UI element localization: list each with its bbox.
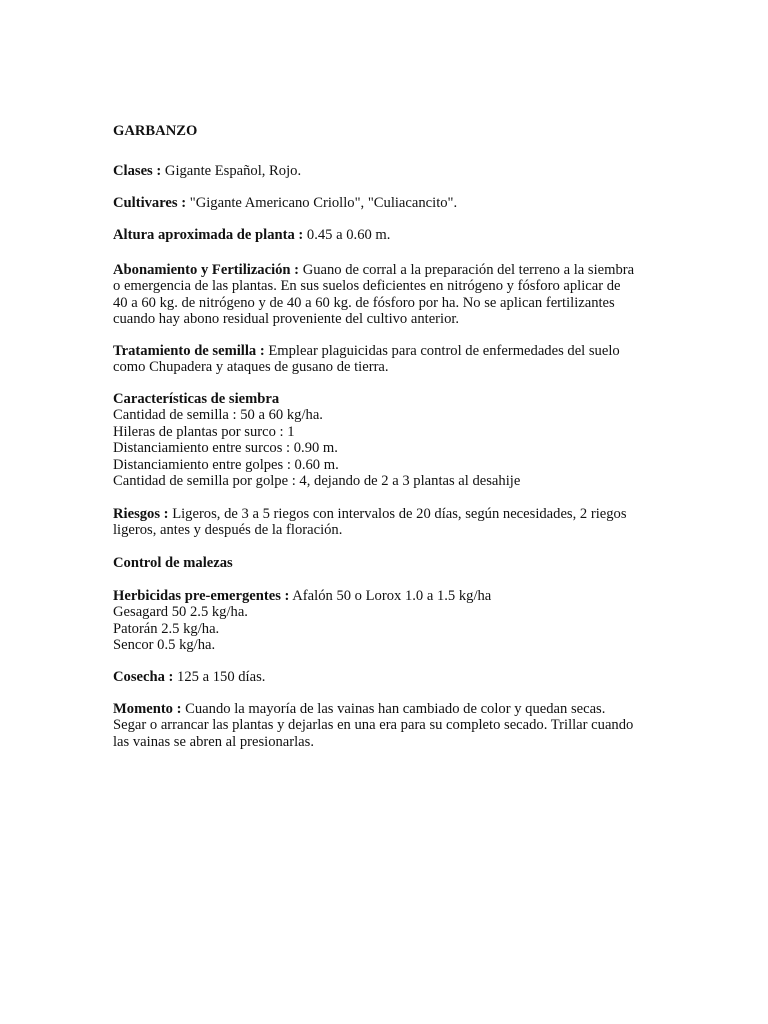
section-1 (113, 195, 673, 211)
text-line: Tratamiento de semilla : Emplear plaguicidas para control de enfermedades del suelo (113, 343, 620, 359)
section-5 (113, 391, 673, 489)
title-text: GARBANZO (113, 123, 198, 139)
section-label: Tratamiento de semilla : (113, 343, 265, 359)
text-line: Distanciamiento entre surcos : 0.90 m. (113, 440, 338, 457)
text-line: Altura aproximada de planta : 0.45 a 0.60 m. (113, 227, 391, 243)
section-4 (113, 343, 673, 376)
text-line: Abonamiento y Fertilización : Guano de corral a la preparación del terreno a la siembra (113, 262, 635, 278)
section-label: Altura aproximada de planta : (113, 227, 304, 243)
text-line: Momento : Cuando la mayoría de las vainas han cambiado de color y quedan secas. (113, 701, 606, 717)
text-line: Distanciamiento entre golpes : 0.60 m. (113, 456, 339, 473)
text-line: o emergencia de las plantas. En sus suelos deficientes en nitrógeno y fósforo aplicar de (113, 278, 621, 295)
text-line: Sencor 0.5 kg/ha. (113, 637, 216, 654)
section-6 (113, 506, 673, 539)
text-line: Clases : Gigante Español, Rojo. (113, 163, 302, 179)
section-label: Momento : (113, 701, 182, 717)
section-2 (113, 227, 673, 243)
section-label: Cosecha : (113, 669, 174, 685)
text-line: Herbicidas pre-emergentes : Afalón 50 o Lorox 1.0 a 1.5 kg/ha (113, 588, 492, 604)
text-line: cuando hay abono residual proveniente del cultivo anterior. (113, 311, 460, 328)
text-line: Segar o arrancar las plantas y dejarlas en una era para su completo secado. Trillar cuando (113, 717, 634, 734)
text-line: ligeros, antes y después de la floración. (113, 522, 343, 539)
section-10 (113, 701, 673, 750)
section-label: Control de malezas (113, 555, 233, 571)
section-label: Riesgos : (113, 506, 169, 522)
section-label: Características de siembra (113, 391, 280, 407)
text-line: Cantidad de semilla : 50 a 60 kg/ha. (113, 407, 323, 424)
document-title (113, 123, 673, 139)
section-label: Clases : (113, 163, 162, 179)
text-line: 40 a 60 kg. de nitrógeno y de 40 a 60 kg. de fósforo por ha. No se aplican fertilizantes (113, 294, 615, 311)
section-label: Cultivares : (113, 195, 187, 211)
text-line: Cantidad de semilla por golpe : 4, dejando de 2 a 3 plantas al desahije (113, 473, 521, 490)
text-line (113, 391, 673, 407)
text-line: Hileras de plantas por surco : 1 (113, 423, 295, 440)
text-line: Riesgos : Ligeros, de 3 a 5 riegos con intervalos de 20 días, según necesidades, 2 riegos (113, 506, 627, 522)
section-3 (113, 262, 673, 328)
section-8 (113, 588, 673, 654)
text-line: Gesagard 50 2.5 kg/ha. (113, 604, 248, 621)
text-line: como Chupadera y ataques de gusano de tierra. (113, 359, 389, 376)
section-label: Abonamiento y Fertilización : (113, 262, 300, 278)
text-line: Cosecha : 125 a 150 días. (113, 669, 266, 685)
text-line: las vainas se abren al presionarlas. (113, 733, 314, 750)
section-9 (113, 669, 673, 685)
text-line: Cultivares : "Gigante Americano Criollo", "Culiacancito". (113, 195, 458, 211)
text-line: Patorán 2.5 kg/ha. (113, 620, 220, 637)
text-line (113, 555, 673, 571)
section-0 (113, 163, 673, 179)
section-7 (113, 555, 673, 571)
section-label: Herbicidas pre-emergentes : (113, 588, 290, 604)
